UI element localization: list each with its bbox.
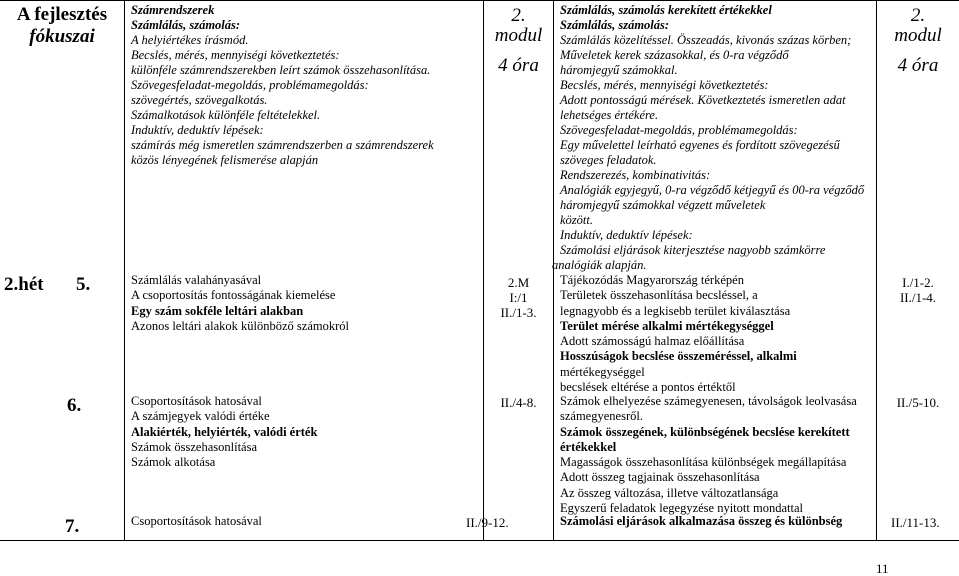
right-top-line: Induktív, deduktív lépések: <box>560 228 693 242</box>
lesson-6-right-line: Egyszerű feladatok legegyzése nyitott mondattal <box>560 501 803 516</box>
col-divider-2 <box>483 0 484 541</box>
module-2-word: modul <box>894 25 942 46</box>
right-top-line: Adott pontosságú mérések. Következtetés ismeretlen adat <box>560 93 846 107</box>
left-top-line: közös lényegének felismerése alapján <box>131 153 319 167</box>
left-top-line: számírás még ismeretlen számrendszerben a számrendszerek <box>131 138 434 152</box>
left-top-line: Számrendszerek <box>131 3 215 17</box>
module-1-header <box>484 6 553 76</box>
right-top-line: szöveges feladatok. <box>560 153 657 167</box>
page-number: 11 <box>876 561 889 576</box>
module-2-number: 2. <box>910 5 926 26</box>
lesson-5-right-line: Adott számosságú halmaz előállítása <box>560 334 745 349</box>
lesson-6-right <box>560 394 874 516</box>
left-top-line: Szövegesfeladat-megoldás, problémamegoldás: <box>131 78 369 92</box>
lesson-7-left <box>131 514 262 529</box>
lesson-5-right-line: Terület mérése alkalmi mértékegységgel <box>560 318 774 333</box>
lesson-6-left-line: Csoportosítások hatosával <box>131 394 262 408</box>
lesson-6-right-line: Számok elhelyezése számegyenesen, távolságok leolvasása <box>560 394 857 408</box>
lesson-6-right-line: Magasságok összehasonlítása különbségek megállapítása <box>560 455 847 470</box>
lesson-5-right-line: Tájékozódás Magyarország térképén <box>560 273 744 287</box>
lesson-6-right-line: értékekkel <box>560 439 617 454</box>
week-label: 2.hét <box>4 274 44 295</box>
lesson-5-ref1-line: 2.M <box>507 275 530 290</box>
left-top-line: Induktív, deduktív lépések: <box>131 123 264 137</box>
table-bottom-border <box>0 540 959 541</box>
module-1-word: modul <box>494 25 543 46</box>
left-top-description <box>131 3 481 168</box>
lesson-7-right-line: Számolási eljárások alkalmazása összeg és különbség <box>560 514 843 528</box>
lesson-5-left-line: Egy szám sokféle leltári alakban <box>131 303 304 318</box>
right-top-line: Számlálás, számolás kerekített értékekkel <box>560 3 772 17</box>
lesson-6-ref1: II./4-8. <box>500 395 537 410</box>
lesson-7-right <box>560 514 842 529</box>
lesson-5-right-line: Hosszúságok becslése összeméréssel, alkalmi <box>560 349 797 364</box>
right-top-line: Rendszerezés, kombinativitás: <box>560 168 711 182</box>
lesson-7-ref2: II./11-13. <box>891 515 940 530</box>
lesson-5-right-line: Területek összehasonlítása becsléssel, a <box>560 288 758 303</box>
left-top-line: szövegértés, szövegalkotás. <box>131 93 268 107</box>
right-top-line: lehetséges értékére. <box>560 108 659 122</box>
col-divider-1 <box>124 0 125 541</box>
lesson-6-right-line: Számok összegének, különbségének becslése kerekített <box>560 424 850 439</box>
lesson-5-right-line: legnagyobb és a legkisebb terület kiválasztása <box>560 303 791 318</box>
lesson-5-left-line: Azonos leltári alakok különböző számokról <box>131 318 349 333</box>
left-top-line: Becslés, mérés, mennyiségi következtetés: <box>131 48 340 62</box>
right-top-line: Számolási eljárások kiterjesztése nagyobb számkörre <box>560 243 826 257</box>
right-top-line: Becslés, mérés, mennyiségi következtetés: <box>560 78 769 92</box>
lesson-5-left-line: Számlálás valahányasával <box>131 273 262 287</box>
right-top-line: Szövegesfeladat-megoldás, problémamegoldás: <box>560 123 798 137</box>
lesson-7-left-line: Csoportosítások hatosával <box>131 514 262 528</box>
lesson-6-left-line: Számok alkotása <box>131 455 216 470</box>
lesson-number-6: 6. <box>67 395 82 416</box>
lesson-6-right-line: Adott összeg tagjainak összehasonlítása <box>560 470 760 485</box>
focus-title-line1: A fejlesztés <box>16 4 108 25</box>
lesson-5-right-line: becslések eltérése a pontos értéktől <box>560 380 736 395</box>
lesson-5-ref1 <box>484 275 553 320</box>
lesson-6-right-line: Az összeg változása, illetve változatlansága <box>560 485 779 500</box>
lesson-5-ref2 <box>877 275 959 305</box>
module-1-number: 2. <box>511 5 526 26</box>
right-top-line: között. <box>560 213 593 227</box>
right-top-line: háromjegyű számokkal. <box>560 63 678 77</box>
lesson-6-right-line: számegyenesről. <box>560 409 643 424</box>
module-2-header <box>877 6 959 76</box>
lesson-5-ref1-line: I:/1 <box>509 290 528 305</box>
right-top-line: Számlálás, számolás: <box>560 18 670 32</box>
lesson-6-left-line: Alakiérték, helyiérték, valódi érték <box>131 424 318 439</box>
lesson-6-left-line: Számok összehasonlítása <box>131 439 258 454</box>
lesson-6-left <box>131 394 481 470</box>
col-divider-4 <box>876 0 877 541</box>
lesson-5-left-line: A csoportosítás fontosságának kiemelése <box>131 288 336 303</box>
module-1-hours: 4 óra <box>498 55 539 76</box>
lesson-number-5: 5. <box>76 274 91 295</box>
focus-title <box>0 4 124 48</box>
focus-title-line2: fókuszai <box>29 26 95 47</box>
right-top-line: analógiák alapján. <box>552 258 647 272</box>
lesson-7-ref1: II./9-12. <box>466 515 509 530</box>
right-top-line: Egy művelettel leírható egyenes és fordított szövegezésű <box>560 138 840 152</box>
lesson-5-ref2-line: II./1-4. <box>899 290 937 305</box>
table-top-border <box>0 0 959 1</box>
left-top-line: különféle számrendszerekben leírt számok összehasonlítása. <box>131 63 431 77</box>
lesson-6-ref2: II./5-10. <box>896 395 940 410</box>
lesson-5-right <box>560 273 874 395</box>
lesson-6-left-line: A számjegyek valódi értéke <box>131 409 270 424</box>
module-2-hours: 4 óra <box>897 55 939 76</box>
left-top-line: A helyiértékes írásmód. <box>131 33 249 47</box>
left-top-line: Számlálás, számolás: <box>131 18 241 32</box>
lesson-5-left <box>131 273 481 334</box>
right-top-line: Számlálás közelítéssel. Összeadás, kivonás százas körben; <box>560 33 852 47</box>
right-top-description <box>552 3 874 273</box>
lesson-5-ref1-line: II./1-3. <box>500 305 537 320</box>
left-top-line: Számalkotások különféle feltételekkel. <box>131 108 321 122</box>
right-top-line: Műveletek kerek százasokkal, és 0-ra végződő <box>560 48 789 62</box>
lesson-5-right-line: mértékegységgel <box>560 364 645 379</box>
right-top-line: háromjegyű számokkal végzett műveletek <box>560 198 766 212</box>
right-top-line: Analógiák egyjegyű, 0-ra végződő kétjegyű és 00-ra végződő <box>560 183 865 197</box>
lesson-5-ref2-line: I./1-2. <box>902 275 934 290</box>
lesson-number-7: 7. <box>65 516 80 537</box>
